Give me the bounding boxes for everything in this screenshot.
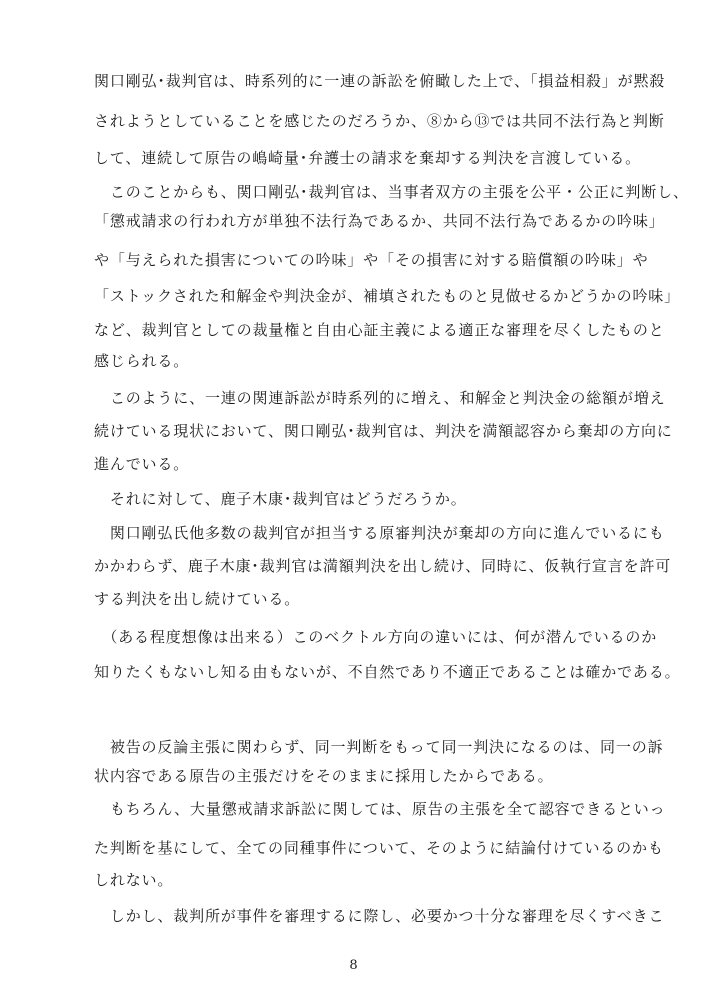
text-line: 状内容である原告の主張だけをそのままに採用したからである。	[94, 767, 554, 785]
text-line: このように、一連の関連訴訟が時系列的に増え、和解金と判決金の総額が増え	[94, 389, 666, 407]
text-line: 「ストックされた和解金や判決金が、補填されたものと見做せるかどうかの吟味」	[94, 287, 681, 305]
text-line: このことからも、関口剛弘･裁判官は、当事者双方の主張を公平・公正に判断し、	[94, 183, 689, 201]
text-line: 感じられる。	[94, 352, 190, 370]
text-line: もちろん、大量懲戒請求訴訟に関しては、原告の主張を全て認容できるといっ	[94, 800, 666, 818]
text-line: しれない。	[94, 871, 174, 889]
text-line: 知りたくもないし知る由もないが、不自然であり不適正であることは確かである。	[94, 663, 681, 681]
text-line: する判決を出し続けている。	[94, 590, 301, 608]
text-line: た判断を基にして、全ての同種事件について、そのように結論付けているのかも	[94, 839, 664, 857]
text-line: 進んでいる。	[94, 455, 190, 473]
text-line: 関口剛弘氏他多数の裁判官が担当する原審判決が棄却の方向に進んでいるにも	[94, 524, 665, 542]
text-line: しかし、裁判所が事件を審理するに際し、必要かつ十分な審理を尽くすべきこ	[94, 907, 665, 925]
page-number: 8	[349, 958, 358, 973]
text-line: 被告の反論主張に関わらず、同一判断をもって同一判決になるのは、同一の訴	[94, 738, 664, 756]
text-line: など、裁判官としての裁量権と自由心証主義による適正な審理を尽くしたものと	[94, 321, 665, 339]
text-line: （ある程度想像は出来る）このベクトル方向の違いには、何が潜んでいるのか	[94, 628, 658, 646]
text-line: や「与えられた損害についての吟味」や「その損害に対する賠償額の吟味」や	[94, 251, 649, 269]
text-line: 「懲戒請求の行われ方が単独不法行為であるか、共同不法行為であるかの吟味」	[94, 212, 665, 230]
text-line: して、連続して原告の嶋崎量･弁護士の請求を棄却する判決を言渡している。	[94, 149, 641, 167]
text-line: 続けている現状において、関口剛弘･裁判官は、判決を満額認容から棄却の方向に	[94, 422, 673, 440]
text-line: それに対して、鹿子木康･裁判官はどうだろうか。	[94, 490, 467, 508]
text-line: されようとしていることを感じたのだろうか、⑧から⑬では共同不法行為と判断	[94, 112, 665, 130]
text-line: 関口剛弘･裁判官は、時系列的に一連の訴訟を俯瞰した上で、「損益相殺」が黙殺	[94, 72, 666, 90]
text-line: かかわらず、鹿子木康･裁判官は満額判決を出し続け、同時に、仮執行宣言を許可	[94, 557, 672, 575]
